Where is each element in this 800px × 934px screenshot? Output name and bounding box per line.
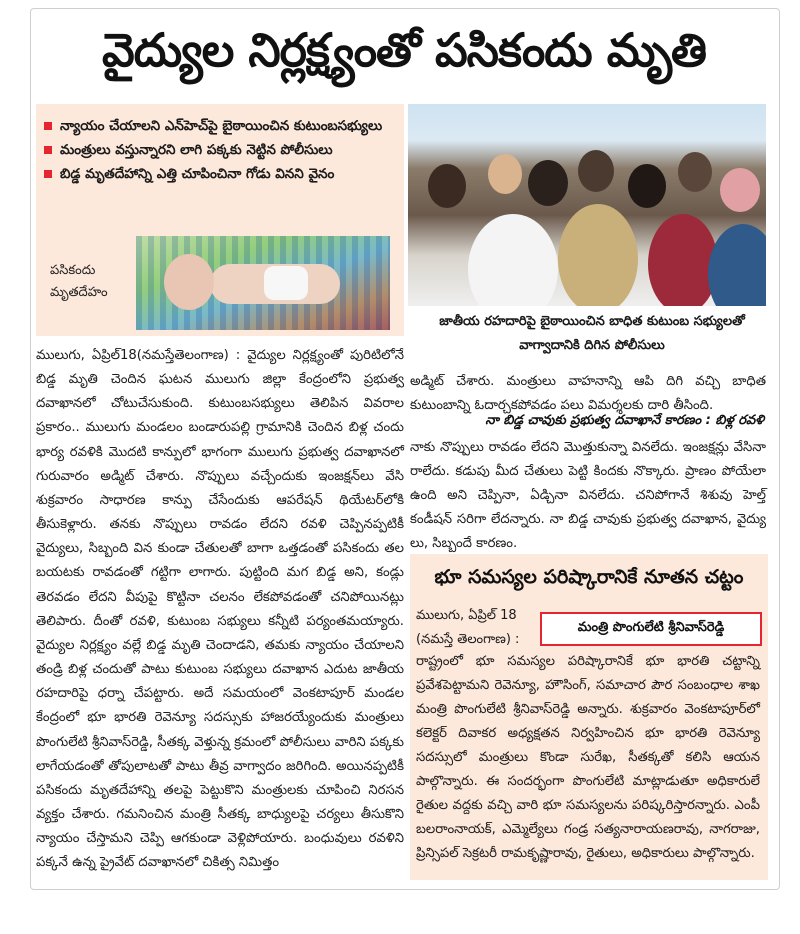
baby-photo-caption: పసికందు మృతదేహం: [50, 263, 108, 300]
diaper-shape: [264, 266, 308, 300]
highlight-text: బిడ్డ మృతదేహాన్ని ఎత్తి చూపించినా గోడు వినని వైనం: [60, 166, 335, 182]
highlight-item: [44, 138, 400, 162]
bullet-square-icon: [44, 146, 52, 154]
quote-body: [410, 436, 766, 556]
highlights-list: [44, 114, 400, 186]
bullet-square-icon: [44, 122, 52, 130]
article-body-left: [36, 344, 404, 875]
sidebar-story-dateline: ములుగు, ఏప్రిల్ 18 (నమస్తే తెలంగాణ) :: [416, 608, 520, 647]
sidebar-story-title: భూ సమస్యల పరిష్కారానికే నూతన చట్టం: [434, 565, 744, 588]
baby-photo: [136, 236, 390, 330]
baby-head-shape: [164, 254, 214, 310]
headline: వైద్యుల నిర్లక్ష్యంతో పసికందు మృతి: [102, 23, 706, 77]
quote-paragraph: నాకు నొప్పులు రావడం లేదని మొత్తుకున్నా వినలేదు. ఇంజక్షన్లు వేసినా రాలేదు. కడుపు మీద చేతులు పెట్టి కిందకు నొక్కారు. ప్రాణం పోయేలా ఉంది అని చెప్పినా, ఏడ్చినా వినలేదు. చనిపోగానే శిశువు హెల్త్ కండీషన్ సరిగా లేదన్నారు. నా బిడ్డ చావుకు ప్రభుత్వ దవాఖాన, వైద్యు లు, సిబ్బందే కారణం.: [410, 440, 766, 551]
sidebar-story-body: [416, 650, 760, 866]
crowd-photo-caption: జాతీయ రహదారిపై బైఠాయించిన బాధిత కుటుంబ సభ్యులతో వాగ్వాదానికి దిగిన పోలీసులు: [439, 314, 745, 353]
speaker-tag: మంత్రి పొంగులేటి శ్రీనివాస్‌రెడ్డి: [540, 612, 762, 646]
quote-subheading: నా బిడ్డ చావుకు ప్రభుత్వ దవాఖానే కారణం : బిళ్ల రవళి: [485, 413, 764, 428]
right-column-paragraph: అడ్మిట్ చేశారు. మంత్రులు వాహనాన్ని ఆపి దిగి వచ్చి బాధిత కుటుంబాన్ని ఓదార్చకపోవడం పలు విమర్శలకు దారి తీసింది.: [410, 374, 766, 413]
highlight-item: [44, 114, 400, 138]
highlight-text: న్యాయం చేయాలని ఎన్‌హెచ్‌పై బైఠాయించిన కుటుంబసభ్యులు: [60, 118, 383, 134]
article-body-right: [410, 370, 766, 418]
highlight-text: మంత్రులు వస్తున్నారని లాగి పక్కకు నెట్టిన పోలీసులు: [60, 142, 333, 158]
highlight-item: [44, 162, 400, 186]
left-column-paragraph: ములుగు, ఏప్రిల్18(నమస్తేతెలంగాణ) : వైద్యుల నిర్లక్ష్యంతో పురిటిలోనే బిడ్డ మృతి చెందిన ఘటన ములుగు జిల్లా కేంద్రంలోని ప్రభుత్వ దవాఖానలో చోటుచేసుకుంది. కుటుంబసభ్యులు తెలిపిన వివరాల ప్రకారం.. ములుగు మండలం బండారుపల్లి గ్రామానికి చెందిన బిళ్ల చందు భార్య రవళికి మొదటి కాన్పులో భాగంగా ములుగు ప్రభుత్వ దవాఖానలో గురువారం అడ్మిట్ చేశారు. నొప్పులు వచ్చేందుకు ఇంజక్షన్‌లు వేసి శుక్రవారం సాధారణ కాన్పు చేసేందుకు ఆపరేషన్ థియేటర్‌లోకి తీసుకెళ్లారు. తనకు నొప్పులు రావడం లేదని రవళి చెప్పినప్పటికీ వైద్యులు, సిబ్బంది విన కుండా చేతులతో బాగా ఒత్తడంతో పసికందు తల బయటకు రావడంతో గట్టిగా లాగారు. పుట్టింది మగ బిడ్డ అని, కండ్లు తెరవడం లేదని వీపుపై కొట్టినా చలనం లేకపోవడంతో చనిపోయినట్లు తెలిపారు. దీంతో రవళి, కుటుంబ సభ్యులు కన్నీటి పర్యంతమయ్యారు. వైద్యుల నిర్లక్ష్యం వల్లే బిడ్డ మృతి చెందాడని, తమకు న్యాయం చేయాలని తండ్రి బిళ్ల చందుతో పాటు కుటుంబ సభ్యులు దవాఖాన ఎదుట జాతీయ రహదారిపై ధర్నా చేపట్టారు. అదే సమయంలో వెంకటాపూర్ మండల కేంద్రంలో భూ భారతి రెవెన్యూ సదస్సుకు హాజరయ్యేందుకు మంత్రులు పొంగులేటి శ్రీనివాస్‌రెడ్డి, సీతక్క వెళ్తున్న క్రమంలో పోలీసులు వారిని పక్కకు లాగేయడంతో తోపులాటతో పాటు తీవ్ర వాగ్వాదం జరిగింది. అయినప్పటికీ పసికందు మృతదేహాన్ని తలపై పెట్టుకొని మంత్రులకు చూపించి నిరసన వ్యక్తం చేశారు. గమనించిన మంత్రి సీతక్క బాధ్యులపై చర్యలు తీసుకొని న్యాయం చేస్తామని చెప్పి ఆగకుండా వెళ్లిపోయారు. బంధువులు రవళిని పక్కనే ఉన్న ప్రైవేట్ దవాఖానలో చికిత్స నిమిత్తం: [36, 348, 404, 871]
bullet-square-icon: [44, 170, 52, 178]
crowd-protest-photo: [408, 104, 766, 306]
sidebar-story-paragraph: రాష్ట్రంలో భూ సమస్యల పరిష్కారానికే భూ భారతి చట్టాన్ని ప్రవేశపెట్టామని రెవెన్యూ, హౌసింగ్, సమాచార పౌర సంబంధాల శాఖ మంత్రి పొంగులేటి శ్రీనివాస్‌రెడ్డి అన్నారు. శుక్రవారం వెంకటాపూర్‌లో కలెక్టర్ దివాకర అధ్యక్షతన నిర్వహించిన భూ భారతి రెవెన్యూ సదస్సులో మంత్రులు కొండా సురేఖ, సీతక్కతో కలిసి ఆయన పాల్గొన్నారు. ఈ సందర్భంగా పొంగులేటి మాట్లాడుతూ అధికారులే రైతుల వద్దకు వచ్చి వారి భూ సమస్యలను పరిష్కరిస్తారన్నారు. ఎంపీ బలరాంనాయక్, ఎమ్మెల్యేలు గండ్ర సత్యనారాయణరావు, నాగరాజు, ప్రిన్సిపల్ సెక్రటరీ రామకృష్ణారావు, రైతులు, అధికారులు పాల్గొన్నారు.: [416, 654, 760, 861]
